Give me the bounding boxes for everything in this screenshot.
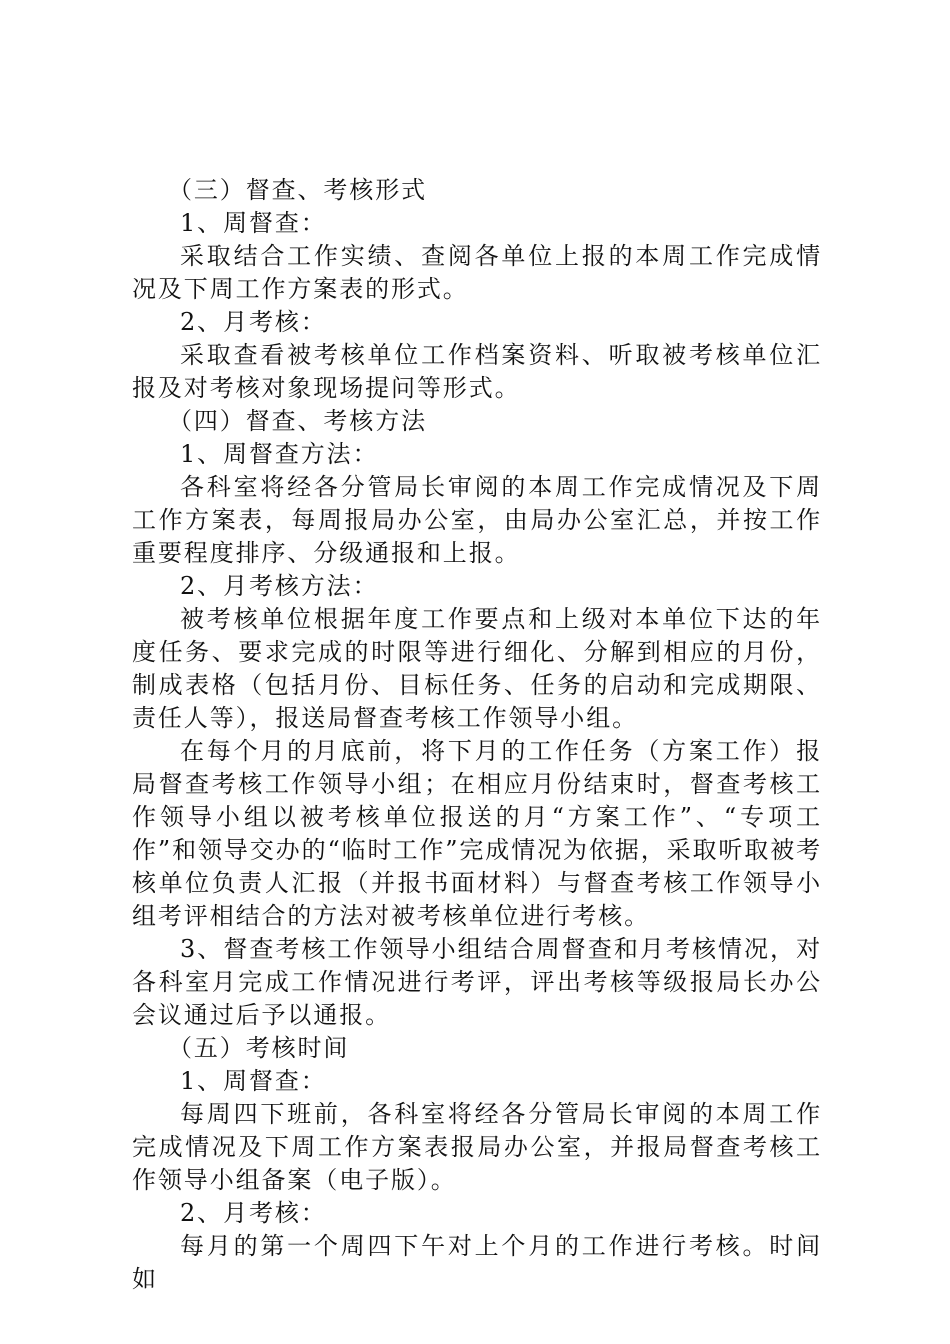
paragraph-monthly-method-label: 2、月考核方法： <box>180 572 379 600</box>
paragraph-monthly-time: 每月的第一个周四下午对上个月的工作进行考核。时间如 <box>132 1232 822 1293</box>
paragraph-weekly-time: 每周四下班前，各科室将经各分管局长审阅的本周工作完成情况及下周工作方案表报局办公室，并报局督查考核工作领导小组备案（电子版）。 <box>132 1100 822 1194</box>
paragraph-weekly-time-label: 1、周督查： <box>180 1067 327 1095</box>
section-heading-5: （五）考核时间 <box>168 1034 350 1062</box>
paragraph-evaluation: 3、督查考核工作领导小组结合周督查和月考核情况，对各科室月完成工作情况进行考评，评出考核等级报局长办公会议通过后予以通报。 <box>132 935 822 1029</box>
paragraph-weekly-check-form: 采取结合工作实绩、查阅各单位上报的本周工作完成情况及下周工作方案表的形式。 <box>132 242 822 303</box>
paragraph-monthly-assessment-label: 2、月考核： <box>180 308 327 336</box>
document-body <box>132 174 822 1296</box>
paragraph-monthly-method: 被考核单位根据年度工作要点和上级对本单位下达的年度任务、要求完成的时限等进行细化、分解到相应的月份，制成表格（包括月份、目标任务、任务的启动和完成期限、责任人等），报送局督查考核工作领导小组。 <box>132 605 822 732</box>
section-heading-3: （三）督查、考核形式 <box>168 176 427 204</box>
paragraph-monthly-time-label: 2、月考核： <box>180 1199 327 1227</box>
paragraph-weekly-method-label: 1、周督查方法： <box>180 440 379 468</box>
paragraph-month-end-procedure: 在每个月的月底前，将下月的工作任务（方案工作）报局督查考核工作领导小组；在相应月份结束时，督查考核工作领导小组以被考核单位报送的月“方案工作”、“专项工作”和领导交办的“临时工作”完成情况为依据，采取听取被考核单位负责人汇报（并报书面材料）与督查考核工作领导小组考评相结合的方法对被考核单位进行考核。 <box>132 737 823 930</box>
paragraph-weekly-method: 各科室将经各分管局长审阅的本周工作完成情况及下周工作方案表，每周报局办公室，由局办公室汇总，并按工作重要程度排序、分级通报和上报。 <box>132 473 822 567</box>
paragraph-monthly-assessment-form: 采取查看被考核单位工作档案资料、听取被考核单位汇报及对考核对象现场提问等形式。 <box>132 341 822 402</box>
paragraph-weekly-check-label: 1、周督查： <box>180 209 327 237</box>
section-heading-4: （四）督查、考核方法 <box>168 407 427 435</box>
